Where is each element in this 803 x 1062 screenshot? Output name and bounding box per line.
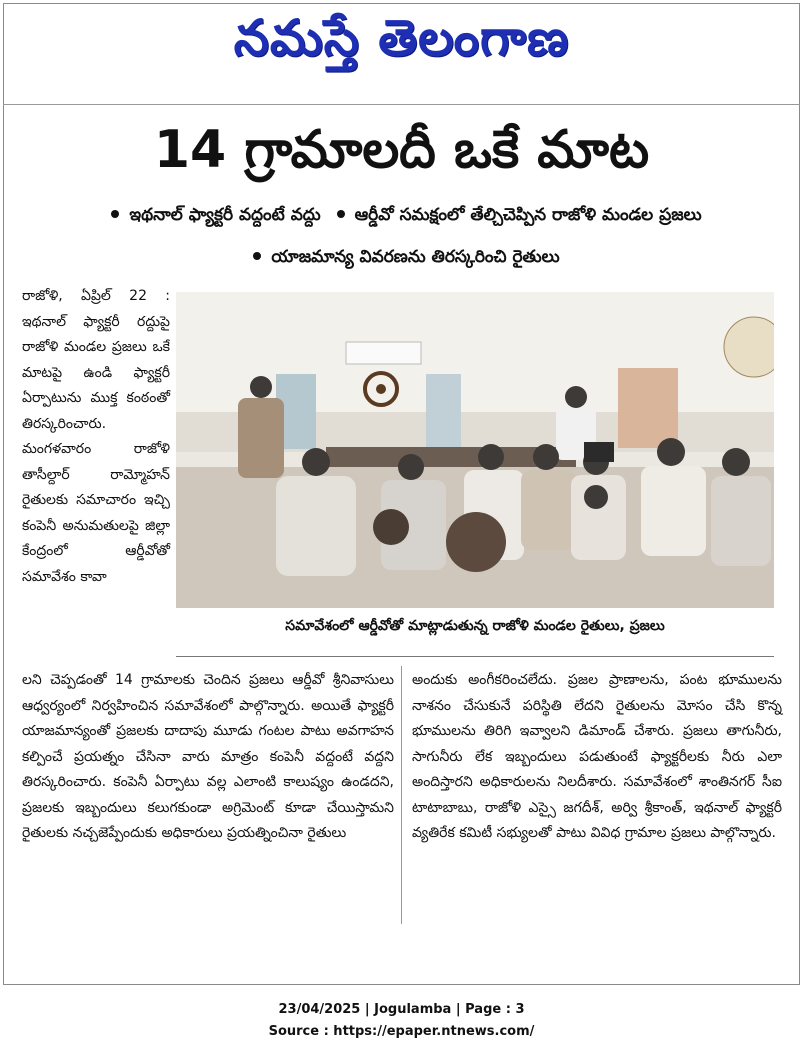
photo-caption: సమావేశంలో ఆర్డీవోతో మాట్లాడుతున్న రాజోళి మండల రైతులు, ప్రజలు (285, 618, 665, 634)
caption-divider (176, 656, 774, 657)
article-body-left: లని చెప్పడంతో 14 గ్రామాలకు చెందిన ప్రజలు ఆర్డీవో శ్రీనివాసులు ఆధ్వర్యంలో నిర్వహించిన సమావేశంలో పాల్గొన్నారు. అయితే ఫ్యాక్టరీ యాజమాన్యంతో ప్రజలకు దాదాపు మూడు గంటల పాటు అవగాహన కల్పించే ప్రయత్నం చేసినా వారు మాత్రం కంపెనీ వద్దంటే వద్దని తిరస్కరించారు. కంపెనీ ఏర్పాటు వల్ల ఎలాంటి కాలుష్యం ఉండదని, ప్రజలకు ఇబ్బందులు కలుగకుండా అగ్రిమెంట్ కూడా చేయిస్తామని రైతులకు నచ్చజెప్పేందుకు అధికారులు ప్రయత్నించినా రైతులు (22, 672, 394, 841)
bullet-icon (337, 210, 345, 218)
newspaper-masthead (0, 8, 803, 78)
masthead-title: నమస్తే తెలంగాణ (233, 8, 570, 67)
edition-info: 23/04/2025 | Jogulamba | Page : 3 (278, 1002, 525, 1017)
bullet-icon (253, 252, 261, 260)
article-headline: 14 గ్రామాలదీ ఒకే మాట (153, 120, 650, 180)
subheadline-1: ఇథనాల్ ఫ్యాక్టరీ వద్దంటే వద్దు (129, 205, 321, 225)
masthead-divider (3, 104, 800, 105)
subheadline-row-1 (0, 203, 803, 227)
subheadline-2: ఆర్డీవో సమక్షంలో తేల్చిచెప్పిన రాజోళి మండల ప్రజలు (354, 205, 702, 225)
bullet-icon (111, 210, 119, 218)
subheadline-row-2 (0, 245, 803, 269)
article-body-intro: రాజోళి, ఏప్రిల్ 22 : ఇథనాల్ ఫ్యాక్టరీ రద్దుపై రాజోళి మండల ప్రజలు ఒకే మాటపై ఉండి ఫ్యాక్టరీ ఏర్పాటును ముక్త కంఠంతో తిరస్కరించారు. మంగళవారం రాజోళి తాసీల్దార్ రామ్మోహన్ రైతులకు సమాచారం ఇచ్చి కంపెనీ అనుమతులపై జిల్లా కేంద్రంలో ఆర్డీవోతో సమావేశం కావా (22, 288, 170, 585)
subheadline-3: యాజమాన్య వివరణను తిరస్కరించి రైతులు (271, 247, 560, 267)
source-info: Source : https://epaper.ntnews.com/ (268, 1024, 535, 1039)
article-body-right: అందుకు అంగీకరించలేదు. ప్రజల ప్రాణాలను, పంట భూములను నాశనం చేసుకునే పరిస్థితి లేదని రైతులను మోసం చేసి కొన్న భూములను తిరిగి ఇవ్వాలని డిమాండ్ చేశారు. ప్రజలు తాగునీరు, సాగునీరు లేక ఇబ్బందులు పడుతుంటే ఫ్యాక్టరీలకు నీరు ఎలా అందిస్తారని అధికారులను నిలదీశారు. సమావేశంలో శాంతినగర్ సీఐ టాటాబాబు, రాజోళి ఎస్సై జగదీశ్, అర్వి శ్రీకాంత్, ఇథనాల్ ఫ్యాక్టరీ వ్యతిరేక కమిటీ సభ్యులతో పాటు వివిధ గ్రామాల ప్రజలు పాల్గొన్నారు. (412, 672, 782, 841)
meeting-photo (176, 292, 774, 608)
column-divider (401, 666, 402, 924)
